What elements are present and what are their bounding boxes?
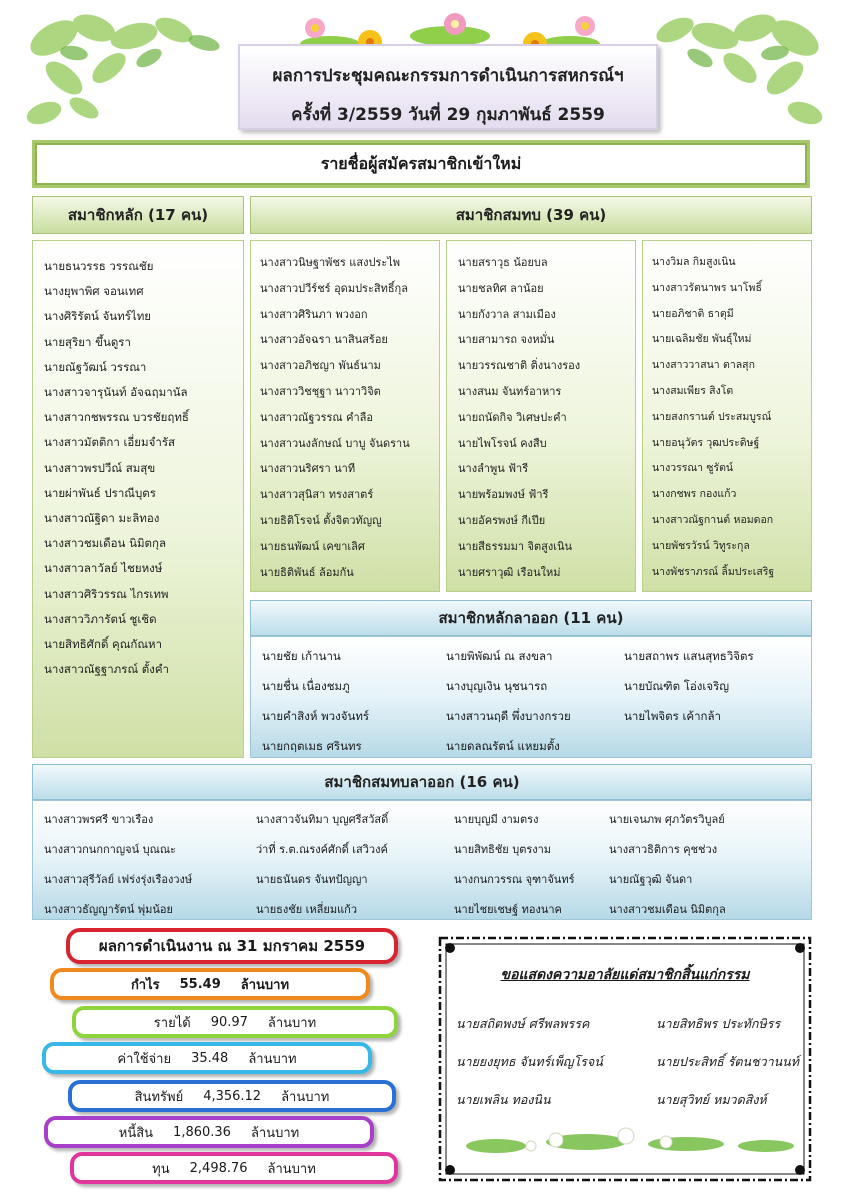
list-item: นางกชพร กองแก้ว: [652, 488, 737, 501]
perf-unit: ล้านบาท: [281, 1089, 330, 1105]
list-item: นายชัย เก้านาน: [262, 649, 341, 663]
associate-resigned-list: [44, 810, 809, 918]
associate-resigned-heading: สมาชิกสมทบลาออก (16 คน): [32, 764, 812, 800]
list-item: นายถนัดกิจ วิเศษปะคำ: [458, 410, 567, 424]
list-item: นางสาวนฤดี พึ่งบางกรวย: [446, 709, 571, 723]
list-item: นายสถิตพงษ์ ศรีพลพรรค: [456, 1016, 590, 1031]
list-item: นางสาวณัฐฐาภรณ์ ตั้งคำ: [44, 662, 170, 677]
perf-unit: ล้านบาท: [240, 977, 290, 993]
list-item: นายธนพัฒน์ เคขาเลิศ: [260, 539, 365, 553]
list-item: นายสงกรานต์ ประสมบูรณ์: [652, 410, 772, 423]
perf-value: 1,860.36: [173, 1124, 231, 1140]
list-item: นายผ่าพันธ์ ปราณีบุตร: [44, 485, 156, 500]
list-item: นางสาวสุรีวัลย์ เฟร่งรุ่งเรืองวงษ์: [44, 873, 193, 886]
list-item: นางสาววิชชุฐา นาวาวิจิต: [260, 384, 381, 398]
list-item: นางสาวศิรินภา พวงอก: [260, 307, 368, 321]
list-item: นายบุญมี งามตรง: [454, 813, 539, 826]
performance-row-liabilities: [44, 1116, 374, 1148]
list-item: นางพัชราภรณ์ ลิ้มประเสริฐ: [652, 565, 775, 578]
list-item: นางยุพาพิศ จอนเทศ: [44, 284, 144, 299]
list-item: นายเฉลิมชัย พันธุ์ใหม่: [652, 333, 752, 346]
condolence-title: ขอแสดงความอาลัยแด่สมาชิกสิ้นแก่กรรม: [500, 967, 750, 983]
list-item: นายสราวุธ น้อยบล: [458, 256, 548, 269]
performance-row-income: [72, 1006, 398, 1038]
list-item: นางสาวพรศรี ขาวเรือง: [44, 813, 154, 826]
list-item: นายดลณรัตน์ แหยมตั้ง: [446, 739, 560, 753]
list-item: นายพร้อมพงษ์ ฟ้ารี: [458, 488, 549, 502]
meeting-date: ครั้งที่ 3/2559 วันที่ 29 กุมภาพันธ์ 2559: [291, 105, 605, 125]
perf-label: กำไร: [130, 977, 160, 993]
list-item: นายสิทธิศักดิ์ คุณกัณหา: [44, 637, 163, 652]
list-item: นางสาวจันทิมา บุญศรีสวัสดิ์: [256, 813, 389, 826]
perf-label: รายได้: [153, 1015, 191, 1031]
list-item: นายธิติโรจน์ ตั้งจิตวทัญญู: [260, 513, 382, 527]
list-item: นางสาวกนกกาญจน์ บุณณะ: [44, 843, 176, 856]
perf-label: หนี้สิน: [118, 1125, 154, 1141]
list-item: นายธนันดร จันทปัญญา: [256, 873, 368, 886]
list-item: นายธนวรรธ วรรณชัย: [44, 259, 154, 273]
list-item: นางสาวลาวัลย์ ไชยหงษ์: [44, 561, 163, 576]
associate-members-heading: สมาชิกสมทบ (39 คน): [250, 196, 812, 234]
list-item: นางสาววาสนา ตาลสุก: [652, 359, 755, 372]
list-item: นายอภิชาติ ธาตุมี: [652, 307, 734, 320]
list-item: นายเพลิน ทองนิน: [456, 1092, 551, 1107]
list-item: นายสุวิทย์ หมวดสิงห์: [656, 1092, 767, 1107]
list-item: นางสาวณัฐิดา มะลิทอง: [44, 511, 160, 526]
list-item: นางศิริรัตน์ จันทร์ไทย: [44, 309, 152, 324]
list-item: นางสาวมัตติกา เอี่ยมจำรัส: [44, 435, 176, 450]
perf-value: 35.48: [191, 1050, 229, 1066]
perf-unit: ล้านบาท: [248, 1051, 297, 1067]
list-item: นางสาวนิษฐาพัชร แสงประไพ: [260, 256, 401, 269]
perf-unit: ล้านบาท: [250, 1125, 300, 1141]
list-item: นายไพจิตร เค้ากล้า: [624, 709, 722, 723]
list-item: นายณัฐวุฒิ จันดา: [609, 873, 693, 886]
list-item: [624, 738, 814, 756]
list-item: นายศราวุฒิ เรือนใหม่: [458, 565, 561, 579]
list-item: นายวรรณชาติ ติ่งนางรอง: [458, 359, 581, 373]
regular-resigned-list: [262, 648, 814, 756]
perf-label: ทุน: [152, 1161, 170, 1177]
list-item: นางสาวจารุนันท์ อัจฉฤมานัล: [44, 385, 188, 400]
list-item: นายธงชัย เหลี่ยมแก้ว: [256, 903, 358, 916]
list-item: นางสาววิภารัตน์ ชูเชิด: [44, 611, 157, 626]
list-item: นายธิติพันธ์ ล้อมกัน: [260, 565, 354, 579]
regular-resigned-heading: สมาชิกหลักลาออก (11 คน): [250, 600, 812, 636]
list-item: นายสุริยา ขึ้นดูรา: [44, 334, 131, 349]
list-item: นายชลทิศ ลาน้อย: [458, 281, 544, 295]
list-item: นางสาวสุนิสา ทรงสาตร์: [260, 488, 374, 502]
leaf-decoration-left: [24, 8, 239, 138]
list-item: นายพิพัฒน์ ณ สงขลา: [446, 649, 553, 663]
list-item: นางสาวณัฐวรรณ คำลือ: [260, 410, 373, 424]
list-item: นางวิมล กิมสูงเนิน: [652, 256, 736, 268]
list-item: นางสาวอภิชญา พันธ์นาม: [260, 359, 381, 373]
list-item: นางสาวกชพรรณ บวรชัยฤทธิ์: [44, 410, 189, 425]
new-applicants-header: [32, 140, 810, 188]
regular-members-list: [44, 254, 189, 682]
meeting-title: ผลการประชุมคณะกรรมการดำเนินการสหกรณ์ฯ: [272, 66, 624, 86]
performance-row-assets: [68, 1080, 396, 1112]
list-item: นายสถาพร แสนสุทธวิจิตร: [624, 649, 754, 663]
performance-title: ผลการดำเนินงาน ณ 31 มกราคม 2559: [66, 928, 398, 964]
list-item: นายไพโรจน์ คงสืบ: [458, 436, 547, 450]
list-item: นายกฤตเมธ ศรินทร: [262, 739, 362, 753]
meeting-title-box: [238, 44, 658, 130]
list-item: นางสาวนริศรา นาที: [260, 462, 356, 476]
list-item: นางลำพูน ฟ้ารี: [458, 462, 529, 476]
associate-members-list-3: [652, 250, 774, 585]
list-item: นายสามารถ จงหมั่น: [458, 333, 555, 347]
list-item: นายบัณฑิต โอ่งเจริญ: [624, 679, 730, 693]
list-item: นางกนกวรรณ จุฑาจันทร์: [454, 873, 575, 886]
list-item: นายชื่น เนื่องชมภู: [262, 679, 350, 693]
list-item: นายสิทธิพร ประทักษิรร: [656, 1016, 781, 1031]
condolence-panel: [436, 934, 814, 1184]
perf-label: สินทรัพย์: [134, 1089, 184, 1105]
perf-unit: ล้านบาท: [267, 1161, 316, 1177]
list-item: นายสีธรรมมา จิตสูงเนิน: [458, 539, 573, 553]
regular-members-heading: สมาชิกหลัก (17 คน): [32, 196, 244, 234]
list-item: นายไชยเชษฐ์ ทองนาค: [454, 903, 562, 916]
performance-row-profit: [50, 968, 370, 1000]
list-item: นางสาวชมเดือน นิมิตกุล: [609, 903, 726, 916]
list-item: ว่าที่ ร.ต.ณรงค์ศักดิ์ เสวิวงค์: [256, 843, 388, 856]
list-item: นายสิทธิชัย บุตรงาม: [454, 843, 552, 856]
list-item: นางสาวพรปวีณ์ สมสุข: [44, 460, 156, 475]
list-item: นายประสิทธิ์ รัตนชวานนท์: [656, 1054, 799, 1069]
performance-row-expense: [42, 1042, 372, 1074]
list-item: นางสาวธิติการ คุชช่วง: [609, 843, 718, 856]
list-item: นางวรรณา ซูรัตน์: [652, 462, 734, 475]
list-item: นายเจนภพ ศุภวัตรวิบูลย์: [609, 813, 725, 826]
list-item: นางสาวธัญญารัตน์ พุ่มน้อย: [44, 903, 173, 916]
list-item: นางบุญเงิน นุชนารถ: [446, 679, 548, 693]
list-item: นางสาวปวีร์ชร์ อุดมประสิทธิ์กุล: [260, 281, 408, 295]
list-item: นางสมเพียร สิงโต: [652, 384, 734, 397]
new-applicants-title: รายชื่อผู้สมัครสมาชิกเข้าใหม่: [35, 143, 807, 185]
list-item: นางสาวนงลักษณ์ บาบู จันดราน: [260, 436, 410, 450]
list-item: นางสาวศิริวรรณ ไกรเทพ: [44, 586, 169, 601]
condolence-names: [456, 1014, 826, 1110]
perf-value: 90.97: [210, 1014, 248, 1030]
perf-value: 4,356.12: [203, 1088, 262, 1104]
associate-members-list-2: [458, 250, 580, 585]
list-item: นางสาวอัจฉรา นาสินสร้อย: [260, 333, 388, 347]
perf-value: 2,498.76: [189, 1160, 248, 1176]
perf-unit: ล้านบาท: [267, 1015, 317, 1031]
list-item: นายพัชรวัรน์ วิทูระกุล: [652, 539, 750, 552]
list-item: นายอัครพงษ์ กีเปีย: [458, 513, 546, 527]
associate-members-list-1: [260, 250, 410, 585]
list-item: นายณัฐวัฒน์ วรรณา: [44, 359, 147, 374]
list-item: นางสนม จันทร์อาหาร: [458, 384, 562, 398]
list-item: นายคำสิงห์ พวงจันทร์: [262, 709, 370, 723]
list-item: นางสาวรัตนาพร นาโพธิ์: [652, 281, 762, 294]
perf-label: ค่าใช้จ่าย: [117, 1051, 172, 1067]
performance-row-equity: [70, 1152, 398, 1184]
list-item: นางสาวณัฐกานต์ หอมดอก: [652, 513, 774, 526]
list-item: นายกังวาล สามเมือง: [458, 307, 556, 321]
list-item: นางสาวชมเดือน นิมิตกุล: [44, 536, 166, 551]
perf-value: 55.49: [179, 976, 221, 992]
list-item: นายยงยุทธ จันทร์เพ็ญโรจน์: [456, 1054, 603, 1069]
list-item: นายอนุวัตร วุฒประดิษฐ์: [652, 436, 760, 449]
